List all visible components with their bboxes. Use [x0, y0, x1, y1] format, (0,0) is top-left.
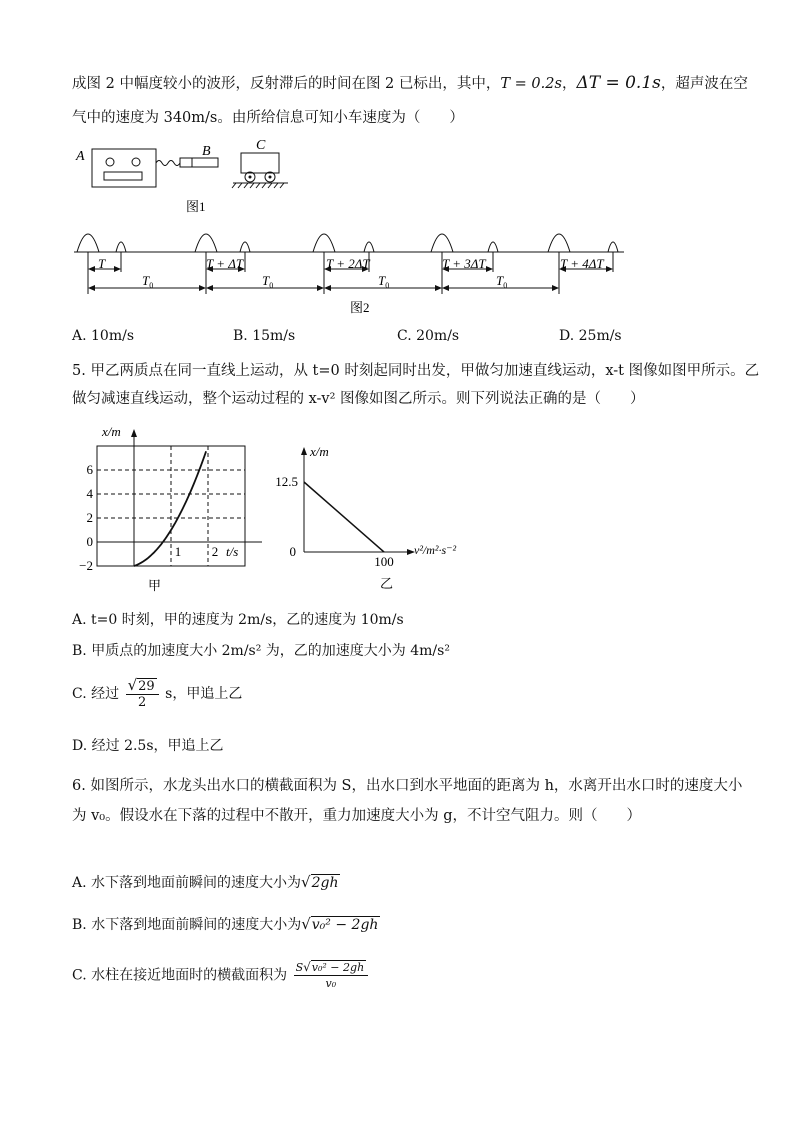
jia-ytick-minus-2: −2 [79, 558, 93, 573]
q6-line-2: 为 v₀。假设水在下落的过程中不散开，重力加速度大小为 g，不计空气阻力。则（ ） [72, 808, 642, 824]
q4-dT-equation: ΔT = 0.1s [576, 73, 661, 93]
jia-caption: 甲 [148, 578, 162, 593]
pulse-2-small [240, 242, 250, 252]
q6-option-c-denominator: v₀ [325, 977, 337, 990]
q4-line-2: 气中的速度为 340m/s。由所给信息可知小车速度为（ ） [72, 110, 464, 126]
device-A [92, 149, 156, 187]
label-T-plus-2dT: T + 2ΔT [326, 256, 370, 271]
q6-option-c-radicand: v₀² − 2gh [311, 961, 365, 974]
label-T-plus-dT: T + ΔT [206, 256, 244, 271]
jia-ytick-0: 0 [86, 534, 93, 549]
fig1-label-A: A [76, 149, 85, 164]
q5-line-1: 5. 甲乙两质点在同一直线上运动，从 t=0 时刻起同时出发，甲做匀加速直线运动，x-t 图像如图甲所示。乙 [72, 363, 760, 379]
yi-line [304, 482, 384, 552]
label-T: T [98, 256, 106, 271]
fig1-label-B: B [202, 144, 211, 159]
q4-T-equation: T = 0.2s [500, 76, 562, 92]
cart-axle-right [269, 176, 272, 179]
jia-curve [134, 451, 206, 566]
pulse-5-large [548, 234, 570, 252]
figure-1 [70, 135, 310, 215]
pulse-4-small [488, 242, 498, 252]
q6-option-c[interactable] [72, 960, 370, 991]
q6-option-a-prefix: A. 水下落到地面前瞬间的速度大小为 [72, 875, 302, 891]
jia-ytick-2: 2 [86, 510, 93, 525]
q5-option-c-prefix: C. 经过 [72, 686, 120, 702]
pulse-1-small [116, 242, 126, 252]
pulse-5-small [608, 242, 618, 252]
q4-line-1-end: ，超声波在空 [660, 76, 748, 92]
q6-line-1: 6. 如图所示，水龙头出水口的横截面积为 S，出水口到水平地面的距离为 h，水离开出水口时的速度大小 [72, 778, 743, 794]
fig1-caption: 图1 [186, 199, 206, 214]
label-T0-4: $T_0$ [496, 273, 508, 290]
device-A-screen [104, 172, 142, 180]
cart-axle-left [249, 176, 252, 179]
pulse-3-large [313, 234, 335, 252]
q6-option-a-radicand: 2gh [311, 875, 339, 891]
yi-ylabel: x/m [310, 444, 329, 459]
yi-ytick-12-5: 12.5 [275, 474, 298, 489]
q6-option-b[interactable]: B. 水下落到地面前瞬间的速度大小为√v₀² − 2gh [72, 915, 379, 933]
jia-xlabel: t/s [226, 544, 239, 559]
jia-ytick-4: 4 [86, 486, 93, 501]
q5-line-2: 做匀减速直线运动，整个运动过程的 x-v² 图像如图乙所示。则下列说法正确的是（ ） [72, 391, 645, 407]
q4-option-c[interactable]: C. 20m/s [397, 328, 460, 344]
figure-2 [60, 222, 640, 322]
jia-ytick-6: 6 [86, 462, 93, 477]
q5-option-b[interactable]: B. 甲质点的加速度大小 2m/s² 为，乙的加速度大小为 4m/s² [72, 643, 450, 659]
device-A-knob-left [106, 158, 114, 166]
graph-jia [62, 418, 262, 598]
waveforms [77, 234, 618, 252]
q4-option-d[interactable]: D. 25m/s [559, 328, 622, 344]
q6-option-a[interactable]: A. 水下落到地面前瞬间的速度大小为√2gh [72, 873, 339, 891]
pulse-3-small [364, 242, 374, 252]
label-T0-2: $T_0$ [262, 273, 274, 290]
ground-hatch [232, 183, 284, 188]
q4-line-1: 成图 2 中幅度较小的波形，反射滞后的时间在图 2 已标出，其中，T = 0.2s，ΔT = 0.1s，超声波在空 [72, 73, 748, 93]
q5-option-c-radicand: 29 [138, 679, 155, 694]
jia-xtick-1: 1 [174, 544, 182, 559]
q6-option-c-prefix: C. 水柱在接近地面时的横截面积为 [72, 967, 288, 984]
pulse-4-large [431, 234, 453, 252]
label-T-plus-4dT: T + 4ΔT [560, 256, 604, 271]
yi-caption: 乙 [380, 576, 394, 591]
q4-option-b[interactable]: B. 15m/s [233, 328, 296, 344]
yi-xlabel: v²/m²·s⁻² [414, 543, 457, 557]
q5-option-d[interactable]: D. 经过 2.5s，甲追上乙 [72, 738, 224, 754]
pulse-2-large [195, 234, 217, 252]
q6-option-b-radicand: v₀² − 2gh [311, 917, 379, 933]
q6-option-c-S: S [295, 961, 304, 974]
yi-xtick-100: 100 [374, 554, 394, 569]
label-T0-3: $T_0$ [378, 273, 390, 290]
q5-option-c[interactable] [72, 678, 242, 710]
q5-option-c-fraction: $\frac{√29}{2}$ [126, 678, 159, 710]
jia-ylabel: x/m [102, 424, 121, 439]
device-A-knob-right [132, 158, 140, 166]
q4-option-a[interactable]: A. 10m/s [72, 328, 135, 344]
q5-option-c-denominator: 2 [137, 695, 147, 710]
q5-option-c-suffix: s，甲追上乙 [165, 686, 243, 702]
graph-yi [268, 440, 488, 600]
q6-option-b-prefix: B. 水下落到地面前瞬间的速度大小为 [72, 917, 302, 933]
label-T0-1: $T_0$ [142, 273, 154, 290]
cart-C-body [241, 153, 279, 173]
label-T-plus-3dT: T + 3ΔT [442, 256, 486, 271]
q5-option-a[interactable]: A. t=0 时刻，甲的速度为 2m/s，乙的速度为 10m/s [72, 612, 404, 628]
yi-ytick-0: 0 [289, 544, 296, 559]
jia-grid [97, 446, 245, 566]
q6-option-c-fraction: $\frac{\text{S√v₀² − 2gh}}{\text{v₀}}$ [294, 960, 369, 991]
sensor-B [180, 158, 218, 167]
pulse-1-large [77, 234, 99, 252]
q4-line-1-text: 成图 2 中幅度较小的波形，反射滞后的时间在图 2 已标出，其中， [72, 76, 501, 92]
interval-arrows [89, 269, 612, 288]
jia-xtick-2: 2 [211, 544, 219, 559]
fig2-caption: 图2 [350, 300, 370, 315]
fig1-label-C: C [256, 138, 266, 153]
cable [156, 161, 180, 166]
